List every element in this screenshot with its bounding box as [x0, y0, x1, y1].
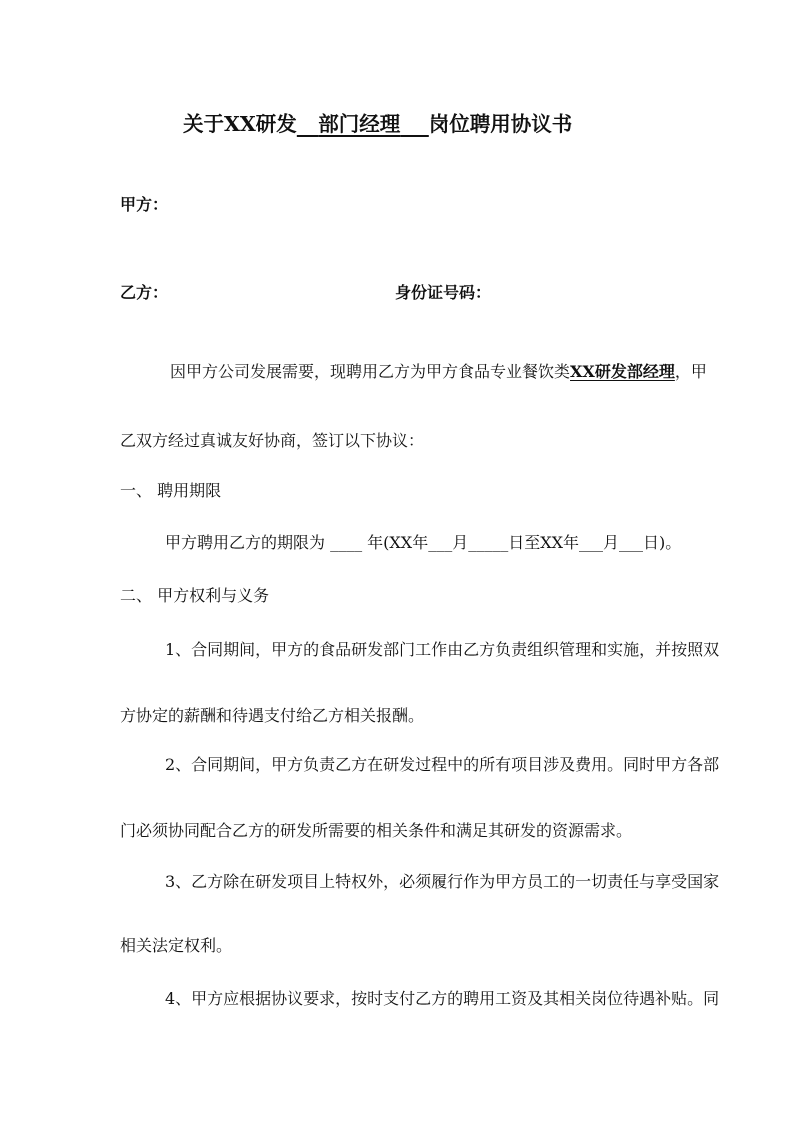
intro-tail: ，甲: [674, 362, 707, 381]
intro-line-2: 乙双方经过真诚友好协商，签订以下协议：: [120, 431, 425, 450]
section-1-term: 甲方聘用乙方的期限为 ____ 年(XX年___月_____日至XX年___月___日)。: [165, 533, 682, 552]
id-number-label: 身份证号码：: [395, 283, 492, 302]
item-3-line-2: 相关法定权利。: [120, 936, 233, 955]
page-title: [183, 111, 572, 137]
party-a-label: 甲方：: [120, 195, 169, 214]
title-position: 部门经理: [318, 112, 401, 136]
item-4-line-1: 4、甲方应根据协议要求，按时支付乙方的聘用工资及其相关岗位待遇补贴。同: [165, 989, 720, 1008]
section-1-heading: 一、 聘用期限: [120, 481, 222, 500]
party-b-label: 乙方：: [120, 283, 169, 302]
item-1-line-1: 1、合同期间，甲方的食品研发部门工作由乙方负责组织管理和实施，并按照双: [165, 640, 720, 659]
item-2-line-2: 门必须协同配合乙方的研发所需要的相关条件和满足其研发的资源需求。: [120, 821, 633, 840]
item-1-line-2: 方协定的薪酬和待遇支付给乙方相关报酬。: [120, 706, 425, 725]
title-suffix: 岗位聘用协议书: [428, 112, 573, 136]
intro-role: XX研发部经理: [570, 362, 675, 381]
intro-text: 因甲方公司发展需要，现聘用乙方为甲方食品专业餐饮类: [170, 362, 571, 381]
title-prefix: 关于XX研发: [183, 112, 297, 136]
item-2-line-1: 2、合同期间，甲方负责乙方在研发过程中的所有项目涉及费用。同时甲方各部: [165, 755, 720, 774]
section-2-heading: 二、 甲方权利与义务: [120, 586, 270, 605]
item-3-line-1: 3、乙方除在研发项目上特权外，必须履行作为甲方员工的一切责任与享受国家: [165, 872, 720, 891]
intro-line-1: [170, 362, 707, 382]
